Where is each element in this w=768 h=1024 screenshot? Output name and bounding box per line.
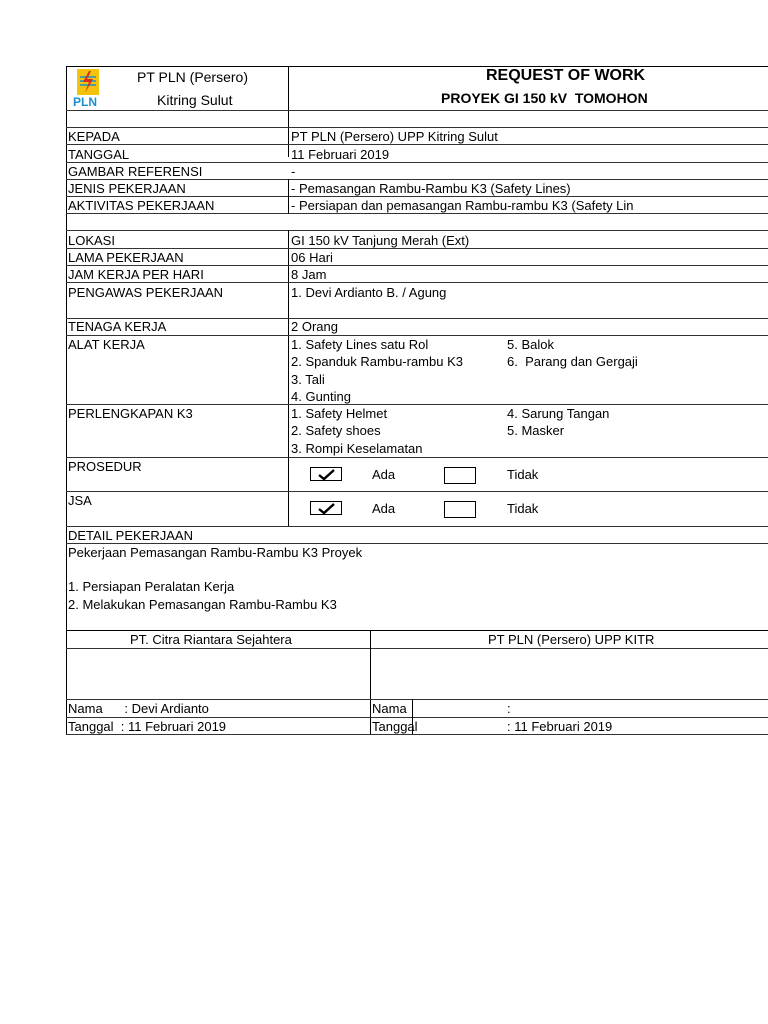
alat-kerja-item: 3. Tali [291, 372, 325, 387]
prosedur-label: PROSEDUR [68, 459, 142, 474]
jsa-label: JSA [68, 493, 92, 508]
jsa-tidak-label: Tidak [507, 501, 539, 516]
field-label-lama-pekerjaan: LAMA PEKERJAAN [68, 250, 184, 265]
perlengkapan-item: 4. Sarung Tangan [507, 406, 610, 421]
field-value-pengawas: 1. Devi Ardianto B. / Agung [291, 285, 447, 300]
signature-right-nama-label: Nama [372, 701, 407, 716]
detail-line: 1. Persiapan Peralatan Kerja [68, 579, 235, 594]
field-value-gambar-referensi: - [291, 164, 296, 179]
header-unit: Kitring Sulut [157, 92, 233, 108]
field-label-lokasi: LOKASI [68, 233, 115, 248]
detail-line: Pekerjaan Pemasangan Rambu-Rambu K3 Proyek [68, 545, 363, 560]
field-value-tenaga-kerja: 2 Orang [291, 319, 338, 334]
prosedur-tidak-label: Tidak [507, 467, 539, 482]
field-label-pengawas: PENGAWAS PEKERJAAN [68, 285, 224, 300]
signature-right-nama-colon: : [507, 701, 511, 716]
jsa-tidak-checkbox[interactable] [444, 501, 476, 518]
field-label-tenaga-kerja: TENAGA KERJA [68, 319, 167, 334]
pln-logo [70, 68, 106, 108]
signature-right-tanggal-label: Tanggal [372, 719, 418, 734]
document-subtitle: PROYEK GI 150 kV TOMOHON [441, 90, 648, 106]
detail-line: 2. Melakukan Pemasangan Rambu-Rambu K3 [68, 597, 337, 612]
perlengkapan-item: 2. Safety shoes [291, 423, 381, 438]
signature-right-company: PT PLN (Persero) UPP KITR [488, 632, 655, 647]
jsa-ada-checkbox[interactable] [310, 501, 342, 515]
alat-kerja-item: 6. Parang dan Gergaji [507, 354, 638, 369]
field-value-kepada: PT PLN (Persero) UPP Kitring Sulut [291, 129, 498, 144]
checkmark-icon [317, 468, 337, 481]
alat-kerja-item: 4. Gunting [291, 389, 351, 404]
field-label-jenis-pekerjaan: JENIS PEKERJAAN [68, 181, 186, 196]
detail-pekerjaan-label: DETAIL PEKERJAAN [68, 528, 193, 543]
signature-left-tanggal: Tanggal : 11 Februari 2019 [68, 719, 227, 734]
pln-logo-text: PLN [73, 95, 97, 109]
field-label-kepada: KEPADA [68, 129, 120, 144]
signature-left-company: PT. Citra Riantara Sejahtera [130, 632, 292, 647]
field-value-aktivitas-pekerjaan: - Persiapan dan pemasangan Rambu-rambu K3 (Safety Lin [291, 198, 634, 213]
prosedur-tidak-checkbox[interactable] [444, 467, 476, 484]
perlengkapan-item: 3. Rompi Keselamatan [291, 441, 423, 456]
perlengkapan-item: 5. Masker [507, 423, 565, 438]
alat-kerja-item: 1. Safety Lines satu Rol [291, 337, 429, 352]
field-label-jam-kerja: JAM KERJA PER HARI [68, 267, 204, 282]
header-company: PT PLN (Persero) [137, 69, 248, 85]
field-value-jenis-pekerjaan: - Pemasangan Rambu-Rambu K3 (Safety Lines) [291, 181, 571, 196]
field-label-aktivitas-pekerjaan: AKTIVITAS PEKERJAAN [68, 198, 215, 213]
jsa-ada-label: Ada [372, 501, 396, 516]
signature-left-nama: Nama : Devi Ardianto [68, 701, 209, 716]
checkmark-icon [317, 502, 337, 515]
prosedur-ada-checkbox[interactable] [310, 467, 342, 481]
field-value-jam-kerja: 8 Jam [291, 267, 327, 282]
field-value-tanggal: 11 Februari 2019 [291, 147, 390, 162]
alat-kerja-item: 5. Balok [507, 337, 554, 352]
alat-kerja-item: 2. Spanduk Rambu-rambu K3 [291, 354, 463, 369]
signature-right-tanggal-value: : 11 Februari 2019 [507, 719, 613, 734]
alat-kerja-label: ALAT KERJA [68, 337, 145, 352]
field-value-lokasi: GI 150 kV Tanjung Merah (Ext) [291, 233, 470, 248]
field-value-lama-pekerjaan: 06 Hari [291, 250, 333, 265]
field-label-gambar-referensi: GAMBAR REFERENSI [68, 164, 203, 179]
perlengkapan-k3-label: PERLENGKAPAN K3 [68, 406, 193, 421]
document-title: REQUEST OF WORK [486, 67, 646, 84]
prosedur-ada-label: Ada [372, 467, 396, 482]
field-label-tanggal: TANGGAL [68, 147, 130, 162]
perlengkapan-item: 1. Safety Helmet [291, 406, 388, 421]
